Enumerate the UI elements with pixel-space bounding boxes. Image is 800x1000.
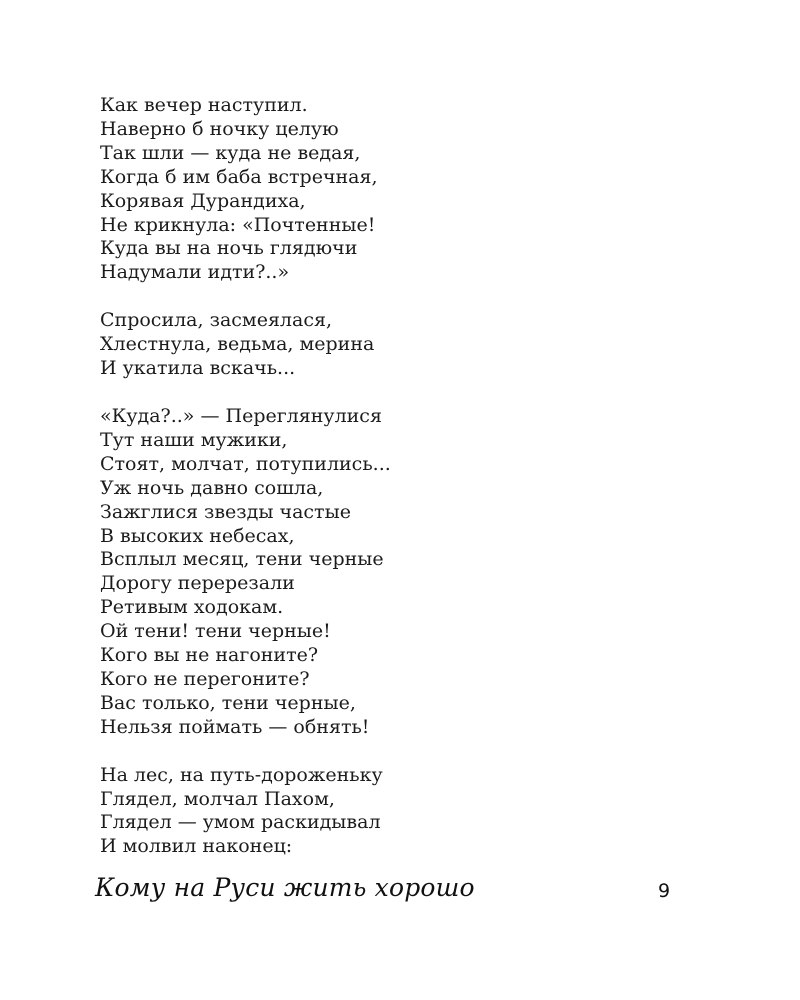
verse-line: «Куда?..» — Переглянулися (100, 404, 382, 427)
verse-line: На лес, на путь-дороженьку (100, 763, 383, 786)
verse-line: Глядел — умом раскидывал (100, 811, 381, 834)
poem-text (100, 94, 700, 883)
verse-line: И укатила вскачь... (100, 357, 296, 380)
stanza-3 (100, 405, 700, 740)
verse-line: Наверно б ночку целую (100, 117, 339, 140)
verse-line: Хлестнула, ведьма, мерина (100, 333, 375, 356)
verse-line: Не крикнула: «Почтенные! (100, 213, 376, 236)
verse-line: Корявая Дурандиха, (100, 189, 306, 212)
verse-line: И молвил наконец: (100, 835, 293, 858)
stanza-4 (100, 764, 700, 860)
verse-line: В высоких небесах, (100, 524, 295, 547)
verse-line: Нельзя поймать — обнять! (100, 715, 370, 738)
verse-line: Куда вы на ночь глядючи (100, 237, 358, 260)
verse-line: Тут наши мужики, (100, 428, 288, 451)
running-title: Кому на Руси жить хорошо (95, 873, 475, 902)
stanza-2 (100, 309, 700, 381)
verse-line: Дорогу перерезали (100, 572, 295, 595)
verse-line: Кого вы не нагоните? (100, 644, 319, 667)
verse-line: Глядел, молчал Пахом, (100, 787, 335, 810)
verse-line: Всплыл месяц, тени черные (100, 548, 384, 571)
verse-line: Уж ночь давно сошла, (100, 476, 324, 499)
verse-line: Ой тени! тени черные! (100, 620, 331, 643)
verse-line: Вас только, тени черные, (100, 691, 356, 714)
verse-line: Ретивым ходокам. (100, 596, 284, 619)
verse-line: Спросила, засмеялася, (100, 309, 332, 332)
verse-line: Так шли — куда не ведая, (100, 141, 361, 164)
verse-line: Кого не перегоните? (100, 667, 310, 690)
verse-line: Зажглися звезды частые (100, 500, 351, 523)
verse-line: Стоят, молчат, потупились... (100, 452, 391, 475)
verse-line: Когда б им баба встречная, (100, 165, 378, 188)
verse-line: Как вечер наступил. (100, 94, 308, 116)
stanza-1 (100, 94, 700, 285)
page-number: 9 (658, 880, 671, 902)
verse-line: Надумали идти?..» (100, 261, 290, 284)
